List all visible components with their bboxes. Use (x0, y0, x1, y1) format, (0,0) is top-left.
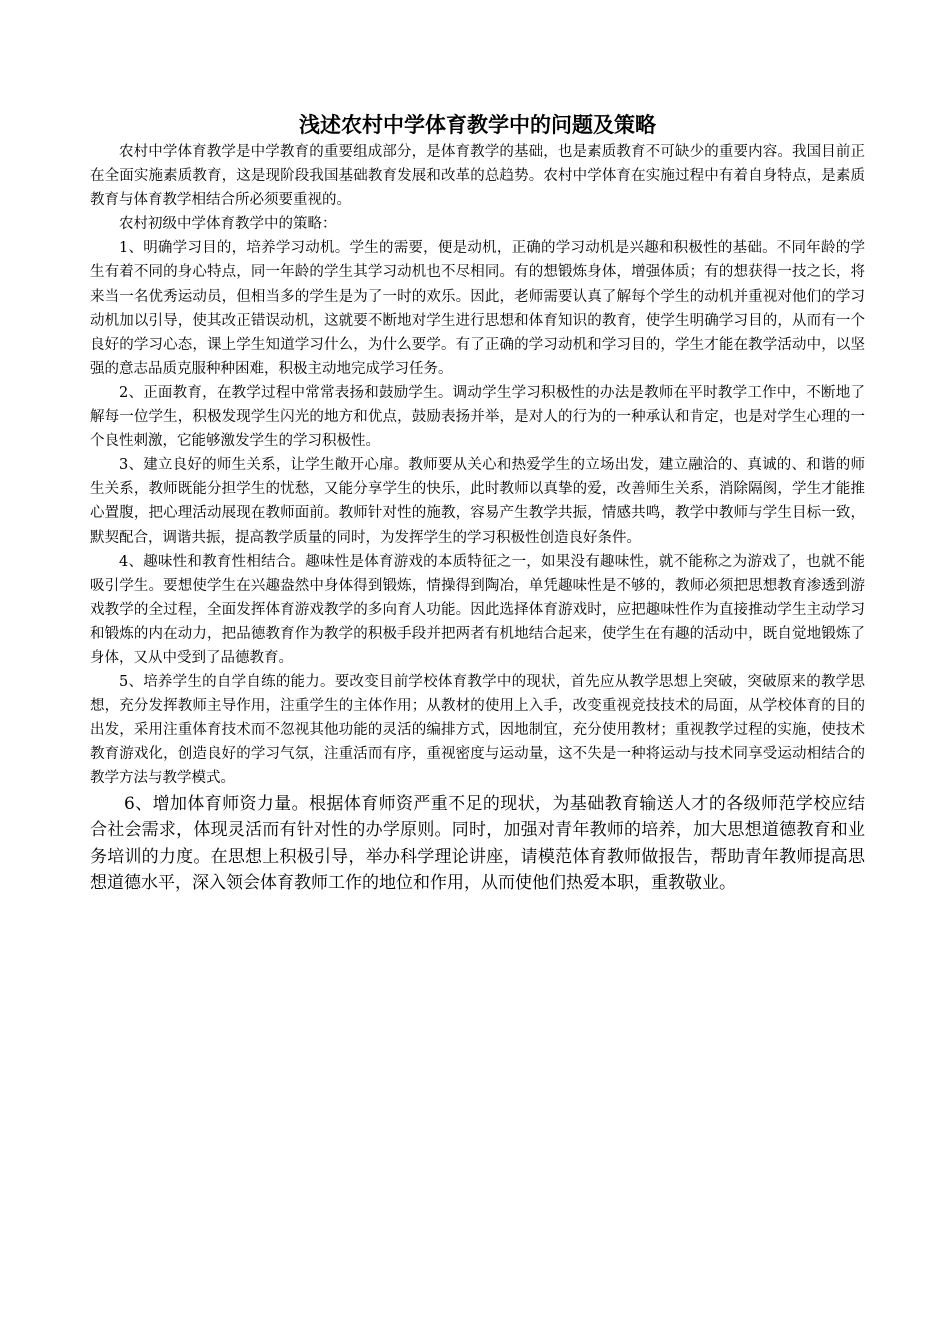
paragraph-intro: 农村中学体育教学是中学教育的重要组成部分，是体育教学的基础，也是素质教育不可缺少的重要内容。我国目前正在全面实施素质教育，这是现阶段我国基础教育发展和改革的总趋势。农村中学体育在实施过程中有着自身特点，是素质教育与体育教学相结合所必须要重视的。 (90, 144, 865, 209)
paragraph-strategy-1: 1、明确学习目的，培养学习动机。学生的需要，便是动机，正确的学习动机是兴趣和积极性的基础。不同年龄的学生有着不同的身心特点，同一年龄的学生其学习动机也不尽相同。有的想锻炼身体，增强体质；有的想获得一技之长，将来当一名优秀运动员，但相当多的学生是为了一时的欢乐。因此，老师需要认真了解每个学生的动机并重视对他们的学习动机加以引导，使其改正错误动机，这就要不断地对学生进行思想和体育知识的教育，使学生明确学习目的，从而有一个良好的学习心态，课上学生知道学习什么，为什么要学。有了正确的学习动机和学习目的，学生才能在教学活动中，以坚强的意志品质克服种种困难，积极主动地完成学习任务。 (90, 240, 865, 377)
document-body (90, 110, 865, 897)
paragraph-strategies-heading: 农村初级中学体育教学中的策略： (119, 216, 337, 233)
paragraph-strategy-4: 4、趣味性和教育性相结合。趣味性是体育游戏的本质特征之一，如果没有趣味性，就不能称之为游戏了，也就不能吸引学生。要想使学生在兴趣盎然中身体得到锻炼，情操得到陶冶，单凭趣味性是不够的，教师必须把思想教育渗透到游戏教学的全过程，全面发挥体育游戏教学的多向育人功能。因此选择体育游戏时，应把趣味性作为直接推动学生主动学习和锻炼的内在动力，把品德教育作为教学的积极手段并把两者有机地结合起来，使学生在有趣的活动中，既自觉地锻炼了身体，又从中受到了品德教育。 (90, 553, 865, 666)
paragraph-strategy-3: 3、建立良好的师生关系，让学生敞开心扉。教师要从关心和热爱学生的立场出发，建立融洽的、真诚的、和谐的师生关系，教师既能分担学生的忧愁，又能分享学生的快乐，此时教师以真挚的爱，改善师生关系，消除隔阂，学生才能推心置腹，把心理活动展现在教师面前。教师针对性的施教，容易产生教学共振，情感共鸣，教学中教师与学生目标一致，默契配合，调谐共振，提高教学质量的同时，为发挥学生的学习积极性创造良好条件。 (90, 457, 865, 546)
paragraph-strategy-6: 6、增加体育师资力量。根据体育师资严重不足的现状，为基础教育输送人才的各级师范学校应结合社会需求，体现灵活而有针对性的办学原则。同时，加强对青年教师的培养，加大思想道德教育和业务培训的力度。在思想上积极引导，举办科学理论讲座，请模范体育教师做报告，帮助青年教师提高思想道德水平，深入领会体育教师工作的地位和作用，从而使他们热爱本职，重教敬业。 (90, 793, 865, 894)
paragraph-strategy-2: 2、正面教育，在教学过程中常常表扬和鼓励学生。调动学生学习积极性的办法是教师在平时教学工作中，不断地了解每一位学生，积极发现学生闪光的地方和优点，鼓励表扬并举，是对人的行为的一种承认和肯定，也是对学生心理的一个良性刺激，它能够激发学生的学习积极性。 (90, 384, 865, 450)
document-title: 浅述农村中学体育教学中的问题及策略 (299, 113, 656, 137)
paragraph-strategy-5: 5、培养学生的自学自练的能力。要改变目前学校体育教学中的现状，首先应从教学思想上突破，突破原来的教学思想，充分发挥教师主导作用，注重学生的主体作用；从教材的使用上入手，改变重视竞技技术的局面，从学校体育的目的出发，采用注重体育技术而不忽视其他功能的灵活的编排方式，因地制宜，充分使用教材；重视教学过程的实施，使技术教育游戏化，创造良好的学习气氛，注重活而有序，重视密度与运动量，这不失是一种将运动与技术同享受运动相结合的教学方法与教学模式。 (90, 674, 865, 787)
